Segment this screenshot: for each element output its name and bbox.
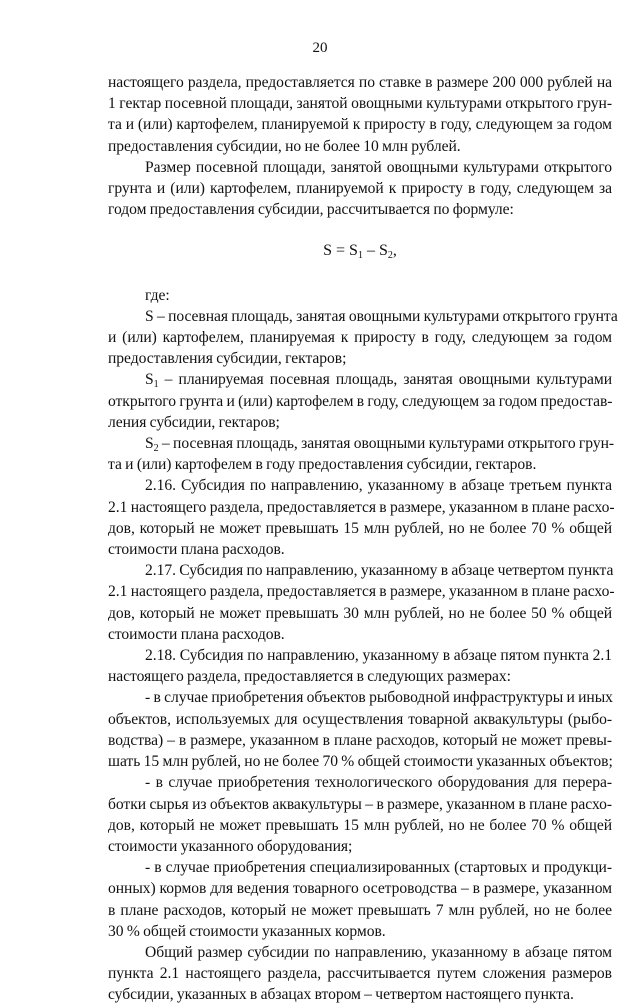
text-line: ления субсидии, гектаров; [108, 413, 280, 431]
symbol-s: S [145, 371, 154, 389]
text-line: та и (или) картофелем в году предоставления субсидии, гектаров. [108, 456, 537, 474]
symbol-subscript: 2 [153, 443, 159, 455]
definition-s1 [108, 369, 612, 433]
text-line: S – посевная площадь, занятая овощными культурами открытого грунта [145, 307, 618, 325]
text-line: стоимости указанного оборудования; [108, 837, 353, 855]
text-line: 2.16. Субсидия по направлению, указанному в абзаце третьем пункта [145, 477, 612, 495]
clause-2-18 [108, 645, 612, 687]
text-line: дов, который не может превышать 15 млн рублей, но не более 70 % общей [108, 519, 612, 537]
text-line: шать 15 млн рублей, но не более 70 % общей стоимости указанных объектов; [108, 753, 613, 771]
text-line: годом предоставления субсидии, рассчитывается по формуле: [108, 201, 514, 219]
text-line [108, 369, 612, 390]
text-line: дов, который не может превышать 30 млн рублей, но не более 50 % общей [108, 604, 612, 622]
text-line: открытого грунта и (или) картофелем в году, следующем за годом предостав- [108, 392, 613, 410]
symbol-subscript: 1 [153, 379, 159, 391]
bullet-feed [108, 857, 612, 942]
text-line: стоимости плана расходов. [108, 625, 285, 643]
text-line: грунта и (или) картофелем, планируемой к приросту в году, следующем за [108, 180, 612, 198]
text-line: 30 % общей стоимости указанных кормов. [108, 922, 386, 940]
text-line: 2.17. Субсидия по направлению, указанному в абзаце четвертом пункта [145, 562, 614, 580]
text-line: ботки сырья из объектов аквакультуры – в размере, указанном в плане расхо- [108, 795, 612, 813]
symbol-s: S [145, 435, 154, 453]
text-line: стоимости плана расходов. [108, 541, 285, 559]
area-formula [108, 240, 612, 261]
text-line: Размер посевной площади, занятой овощными культурами открытого [145, 158, 612, 176]
clause-2-16 [108, 475, 615, 560]
definition-s2 [108, 433, 615, 475]
text-line: 2.18. Субсидия по направлению, указанному в абзаце пятом пункта 2.1 [145, 647, 612, 665]
text-line: - в случае приобретения специализированных (стартовых и продукци- [145, 859, 612, 877]
text-line: дов, который не может превышать 15 млн рублей, но не более 70 % общей [108, 816, 612, 834]
paragraph-total-subsidy [108, 942, 612, 1006]
page-number: 20 [312, 40, 328, 56]
formula-lhs: S = S [323, 242, 358, 260]
text-line: и (или) картофелем, планируемая к приросту в году, следующем за годом [108, 329, 612, 347]
text-run: – планируемая посевная площадь, занятая овощными культурами [158, 371, 612, 389]
formula-comma: , [392, 242, 397, 260]
text-line: предоставления субсидии, но не более 10 млн рублей. [108, 137, 461, 155]
text-run: – посевная площадь, занятая овощными культурами открытого грун- [158, 435, 615, 453]
text-line [108, 433, 615, 455]
text-line: пункта 2.1 настоящего раздела, рассчитывается путем сложения размеров [108, 965, 612, 983]
text-line: настоящего раздела, предоставляется по ставке в размере 200 000 рублей на [108, 74, 612, 91]
bullet-infrastructure [108, 687, 612, 772]
text-line: 2.1 настоящего раздела, предоставляется в размере, указанном в плане расхо- [108, 583, 615, 601]
text-line: 1 гектар посевной площади, занятой овощными культурами открытого грун- [108, 95, 612, 113]
formula-minus: – S [362, 242, 388, 260]
text-line: - в случае приобретения объектов рыбоводной инфраструктуры и иных [145, 689, 613, 707]
text-line: онных) кормов для ведения товарного осетроводства – в размере, указанном [108, 880, 612, 898]
text-line: в плане расходов, который не может превышать 7 млн рублей, но не более [108, 901, 612, 919]
paragraph-area-size [108, 157, 612, 221]
text-line: настоящего раздела, предоставляется в следующих размерах: [108, 668, 511, 686]
text-line: субсидии, указанных в абзацах втором – четвертом настоящего пункта. [108, 986, 574, 1004]
text-line: предоставления субсидии, гектаров; [108, 350, 347, 368]
formula-subscript-2: 2 [387, 250, 393, 262]
text-line: Общий размер субсидии по направлению, указанному в абзаце пятом [145, 943, 612, 961]
document-body [108, 72, 618, 1006]
text-line: объектов, используемых для осуществления товарной аквакультуры (рыбо- [108, 710, 612, 728]
paragraph-intro-rate [108, 72, 612, 157]
bullet-equipment [108, 772, 612, 857]
text-line: 2.1 настоящего раздела, предоставляется в размере, указанном в плане расхо- [108, 498, 615, 516]
clause-2-17 [108, 560, 615, 645]
text-line: водства) – в размере, указанном в плане расходов, который не может превы- [108, 731, 612, 749]
where-label: где: [145, 286, 170, 304]
text-line: - в случае приобретения технологического оборудования для перера- [145, 774, 612, 792]
formula-subscript-1: 1 [357, 250, 363, 262]
text-line: та и (или) картофелем, планируемой к приросту в году, следующем за годом [108, 116, 612, 134]
definition-s [108, 306, 618, 370]
